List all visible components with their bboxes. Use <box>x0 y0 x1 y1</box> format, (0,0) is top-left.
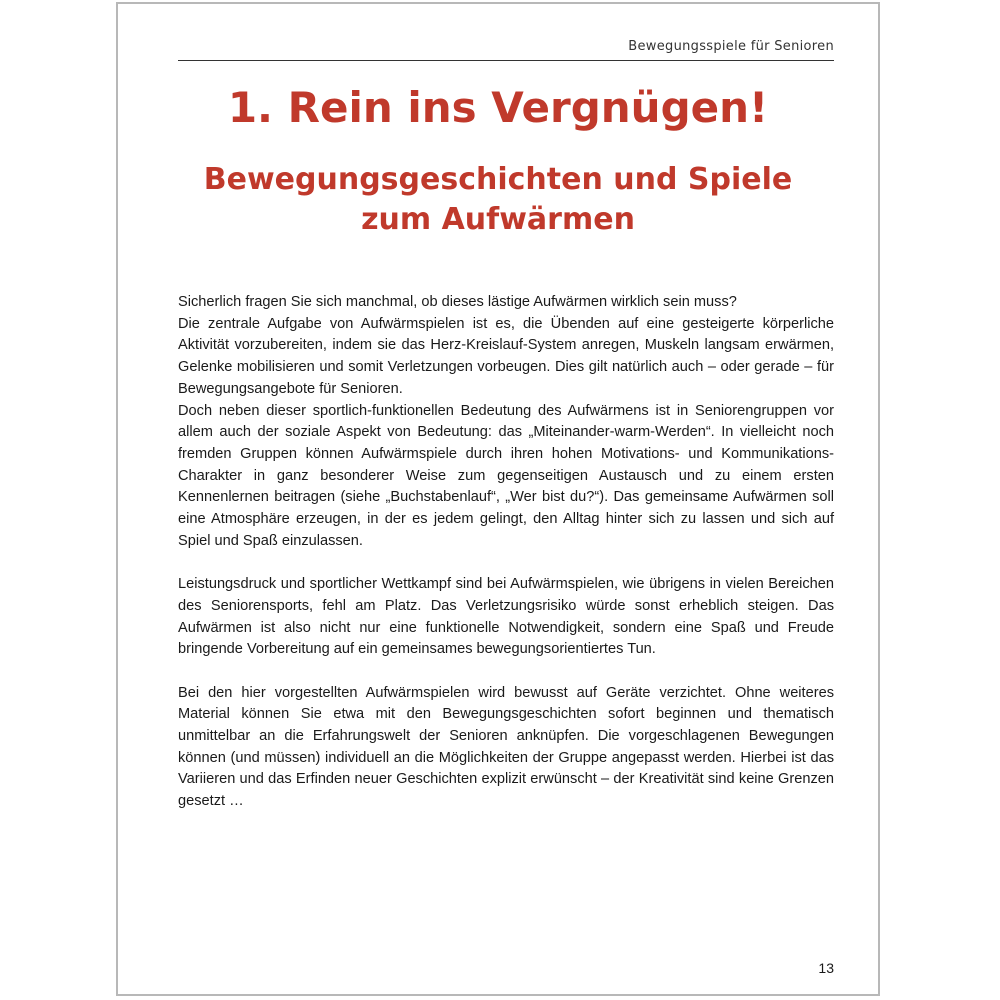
chapter-subtitle-line-2: zum Aufwärmen <box>361 202 635 237</box>
paragraph-intro-social: Doch neben dieser sportlich-funktionellen Bedeutung des Aufwärmens ist in Seniorengruppen vor allem auch der soziale Aspekt von Bedeutung: das „Miteinander-warm-Werden“. In vielleicht noch fremden Gruppen können Aufwärmspiele durch ihren hohen Motivations- und Kommunikations-Charakter in ganz besonderer Weise zum gegenseitigen Austausch und zu einem ersten Kennenlernen beitragen (siehe „Buchstabenlauf“, „Wer bist du?“). Das gemeinsame Aufwärmen soll eine Atmosphäre erzeugen, in der es jedem gelingt, den Alltag hinter sich zu lassen und sich auf Spiel und Spaß einzulassen. <box>178 402 834 549</box>
paragraph-intro-purpose: Die zentrale Aufgabe von Aufwärmspielen ist es, die Übenden auf eine gesteigerte körperliche Aktivität vorzubereiten, indem sie das Herz-Kreislauf-System anregen, Muskeln langsam erwärmen, Gelenke mobilisieren und somit Verletzungen vorbeugen. Dies gilt natürlich auch – oder gerade – für Bewegungsangebote für Senioren. <box>178 315 834 397</box>
book-page <box>116 2 880 996</box>
paragraph-equipment: Bei den hier vorgestellten Aufwärmspielen wird bewusst auf Geräte verzichtet. Ohne weiteres Material können Sie etwa mit den Bewegungsgeschichten sofort beginnen und thematisch unmittelbar an die Erfahrungswelt der Senioren anknüpfen. Die vorgeschlagenen Bewegungen können (und müssen) individuell an die Möglichkeiten der Gruppe angepasst werden. Hierbei ist das Variieren und das Erfinden neuer Geschichten explizit erwünscht – der Kreativität sind keine Grenzen gesetzt … <box>178 684 834 810</box>
page-number: 13 <box>818 960 834 976</box>
chapter-subtitle <box>158 160 838 240</box>
running-header: Bewegungsspiele für Senioren <box>178 34 834 61</box>
paragraph-competition: Leistungsdruck und sportlicher Wettkampf sind bei Aufwärmspielen, wie übrigens in vielen Bereichen des Seniorensports, fehl am Platz. Das Verletzungsrisiko würde sonst erheblich steigen. Das Aufwärmen ist also nicht nur eine funktionelle Notwendigkeit, sondern eine Spaß und Freude bringende Vorbereitung auf ein gemeinsames bewegungsorientiertes Tun. <box>178 576 834 658</box>
paragraph-intro <box>178 292 834 552</box>
body-text <box>178 292 834 835</box>
chapter-subtitle-line-1: Bewegungsgeschichten und Spiele <box>203 162 793 197</box>
paragraph-intro-question: Sicherlich fragen Sie sich manchmal, ob dieses lästige Aufwärmen wirklich sein muss? <box>178 294 737 310</box>
chapter-title: 1. Rein ins Vergnügen! <box>227 83 769 132</box>
